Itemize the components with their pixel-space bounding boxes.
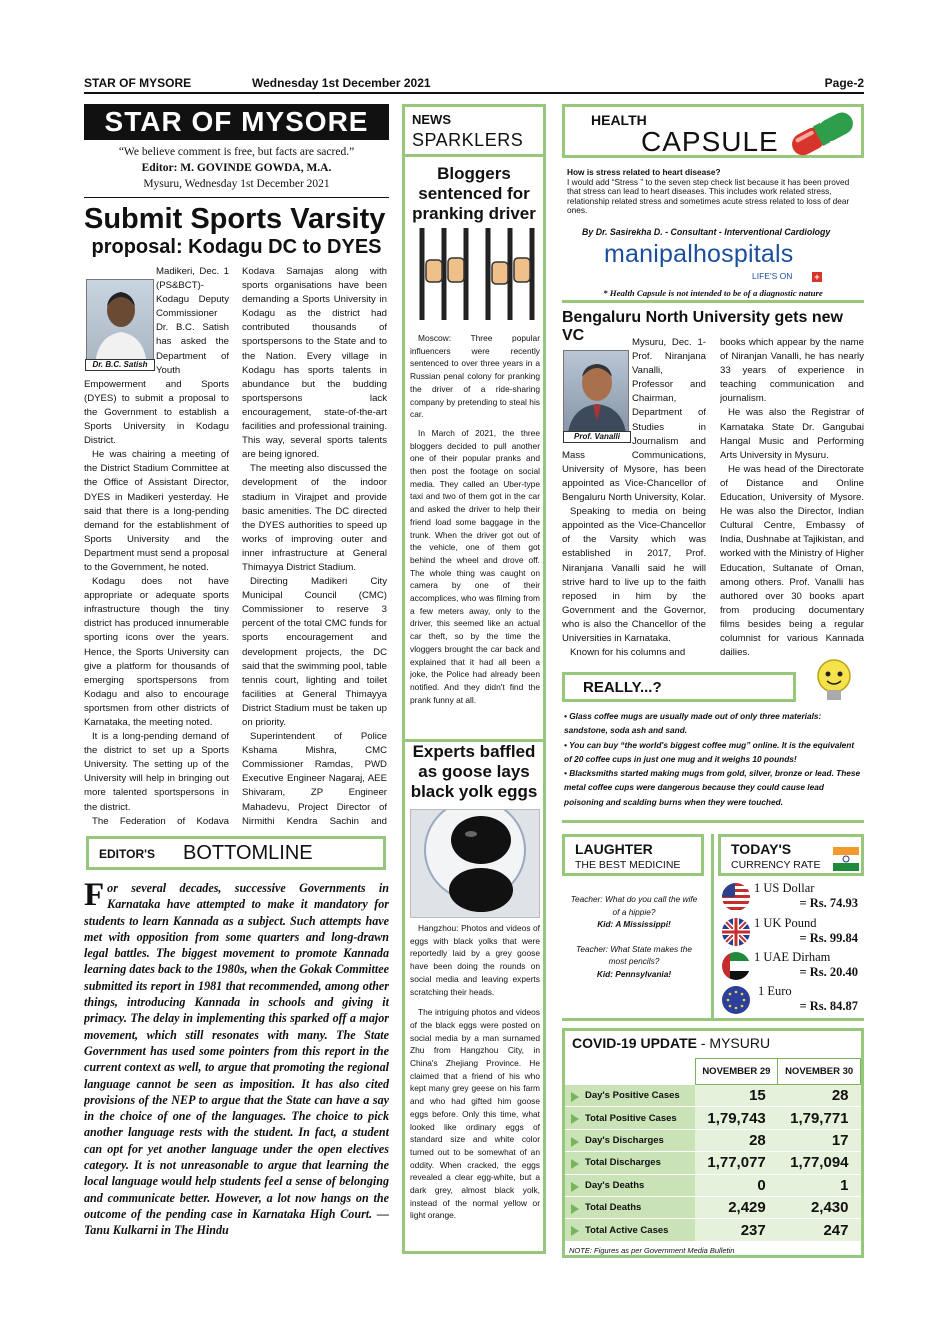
masthead-title: STAR OF MYSORE — [84, 104, 389, 140]
vc-para: He was head of the Directorate of Distance and Online Education, University of Mysore. He was also the Director, Indian Cultural Centre, Embassy of India, Dushnabe at Tajikistan, and worked with the Ministry of Higher Education, Sultanate of Oman, among others. Prof. Vanalli has authored over 30 books apart from producing documentary films besides being a regular columnist for various Kannada dailies. — [720, 463, 864, 658]
story2-para: Hangzhou: Photos and videos of eggs with black yolks that were reportedly laid by a grey goose have been doing the rounds on social media and leaving experts scratching their heads. — [410, 923, 540, 997]
jokes — [568, 893, 700, 981]
joke-question: Teacher: What do you call the wife of a hippie? — [570, 894, 698, 917]
prison-bars-illustration — [410, 228, 540, 320]
laughter-label-bold: LAUGHTER — [575, 841, 653, 857]
masthead-info — [84, 144, 389, 192]
editorial-label-bold: EDITOR'S — [99, 847, 155, 861]
health-label-box — [562, 104, 864, 158]
black-egg-yolk-icon — [411, 810, 539, 917]
eu-flag-icon — [722, 986, 750, 1014]
lead-para: He was chairing a meeting of the District Stadium Committee at the Office of Assistant Director, DYES in Madikeri yesterday. He said that there is a long-pending demand for the establishment of Sports University and the Department must send a proposal to the Government, he noted. — [84, 449, 229, 573]
health-divider — [562, 300, 864, 303]
health-byline: By Dr. Sasirekha D. - Consultant - Interventional Cardiology — [582, 227, 831, 237]
news-label-light: SPARKLERS — [412, 130, 524, 150]
currency-label-bold: TODAY'S — [731, 841, 792, 857]
lead-para: The meeting also discussed the development of the indoor stadium in Virajpet and provide basic amenities. The DC directed the DYES authorities to speed up works of improving outer and inner infrastructure at General Thimayya District Stadium. — [242, 463, 387, 573]
currency-value: = Rs. 99.84 — [799, 931, 858, 945]
manipal-tagline: LIFE'S ON — [752, 271, 793, 281]
lead-para: Superintendent of Police Kshama Mishra, CMC Commissioner Ramdas, PWD Executive Engineer Nagaraj, AEE Shivaram, ZP Engineer Mahadevu, Project Director of Nirmithi Kendra Sachin and — [242, 731, 387, 827]
currency-value: = Rs. 74.93 — [799, 896, 858, 910]
vc-story-col1 — [562, 336, 706, 658]
editorial-text — [84, 880, 389, 1252]
health-label-bold: HEALTH — [591, 112, 647, 128]
editorial-label-light: BOTTOMLINE — [183, 842, 313, 864]
story1-body — [410, 332, 540, 737]
really-label-box — [562, 672, 796, 702]
divider — [84, 197, 389, 198]
currency-row-gbp — [720, 916, 864, 950]
arrow-icon — [571, 1137, 579, 1147]
currency-label-box — [718, 834, 864, 876]
lead-para: It is a long-pending demand of the district to set up a Sports University. The setting up of the University will help in bringing out more talented sportspersons in the district. — [84, 731, 229, 813]
vc-para: books which appear by the name of Niranjan Vanalli, he has nearly 33 years of experience in teaching communication and journalism. — [720, 337, 864, 405]
currency-label-light: CURRENCY RATE — [731, 859, 821, 871]
covid-label-bold: COVID-19 UPDATE — [572, 1035, 697, 1051]
lightbulb-icon — [812, 656, 856, 706]
table-row: Day's Deaths 0 1 — [565, 1174, 861, 1196]
lead-headline: Submit Sports Varsity — [84, 203, 386, 235]
jail-bars-icon — [410, 228, 540, 320]
currency-value: = Rs. 20.40 — [799, 965, 858, 979]
arrow-icon — [571, 1182, 579, 1192]
photo-spacer — [562, 336, 632, 446]
laughter-label-light: THE BEST MEDICINE — [575, 859, 681, 871]
manipal-logo-text: manipalhospitals — [604, 240, 794, 268]
photo-spacer — [84, 265, 156, 373]
lead-story-col1 — [84, 265, 229, 827]
joke-answer: Kid: A Mississippi! — [597, 919, 671, 930]
vc-para: Known for his columns and — [570, 647, 686, 658]
currency-row-usd — [720, 881, 864, 915]
editorial-label-box — [86, 836, 386, 870]
health-qa — [567, 168, 862, 216]
editorial-body: or several decades, successive Governments in Karnataka have attempted to make it mandatory for students to learn Kannada as a subject. Such attempts have met with opposition from some quarters and long-drawn legal battles. The biggest movement to promote Kannada learning dates back to the 1980s, when the Gokak Committee submitted its report in 1981 that recommended, among other things, introducing Kannada in schools and giving it primacy. The delay in implementing this sparked off a major movement, which still resonates with many. The State Government has used some pointers from this report in the current context as well, to argue that promoting the regional language cannot be seen as imposition. It has also cited provisions of the NEP to argue that the State can have a say in the choice of one of the languages. The choice to pick another language rests with the student. In fact, a student can opt for yet another language under the open electives category. It is not unreasonable to argue that learning the local language would help students feel a sense of belonging and communicate better. However, a lot now hangs on the outcome of the pending case in Karnataka High Court. — Tanu Kulkarni in The Hindu — [84, 881, 389, 1238]
covid-table — [565, 1058, 861, 1242]
arrow-icon — [571, 1159, 579, 1169]
table-row: Total Positive Cases 1,79,743 1,79,771 — [565, 1107, 861, 1129]
story1-para: In March of 2021, the three bloggers decided to pull another one of their popular pranks and then post the footage on social media. They called an Uber-type taxi and two of them got in the car and asked the driver to help their friend load some baggage in the trunk. When the driver got out of the vehicle, one of them got behind the wheel and drove off. The whole thing was caught on camera by one of their accomplices, who was filming from a few meters away, only to the driver, this seemed like an actual car theft, so by the time the vloggers brought the car back and explained that it had all been a joke, the Police had already been notified. And they didn't find the prank funny at all. — [410, 427, 540, 705]
currency-name: 1 UAE Dirham — [754, 950, 831, 964]
capsule-pill-icon — [781, 109, 863, 157]
story2-headline: Experts baffled as goose lays black yolk eggs — [410, 742, 538, 801]
vc-para: Speaking to media on being appointed as the Vice-Chancellor of the Varsity which was established in 2017, Prof. Niranjana Vanalli said he will strive hard to live up to the faith reposed in him by the Government and the Governor, who is also the Chancellor of the Universities in Karnataka. — [562, 506, 706, 644]
uae-flag-icon — [722, 952, 750, 980]
col-header-nov29: NOVEMBER 29 — [695, 1059, 778, 1085]
vc-para: He was also the Registrar of Karnataka State Dr. Gangubai Hangal Music and Performing Arts University in Mysuru. — [720, 407, 864, 461]
table-row: Total Active Cases 237 247 — [565, 1219, 861, 1241]
lead-subhead: proposal: Kodagu DC to DYES — [91, 236, 382, 258]
vc-intro: Mysuru, Dec. 1- Prof. Niranjana Vanalli, Professor and Chairman, Department of Studies in Journalism and Mass Communications, University of Mysore, has been appointed as Vice-Chancellor of Bengaluru North University, Kolar. — [562, 337, 706, 504]
really-item: • Blacksmiths started making mugs from gold, silver, bronze or lead. These metal coffee cups were dangerous because they could cause lead poisoning and scalding burns when they were touched. — [564, 768, 861, 807]
currency-row-eur — [720, 984, 864, 1018]
table-row: Total Discharges 1,77,077 1,77,094 — [565, 1152, 861, 1174]
usa-flag-icon — [722, 883, 750, 911]
table-header-row — [565, 1059, 861, 1085]
covid-table-wrap — [565, 1058, 861, 1255]
uk-flag-icon — [722, 918, 750, 946]
lead-intro: Madikeri, Dec. 1 (PS&BCT)- Kodagu Deputy Commissioner Dr. B.C. Satish has asked the Department of Youth Empowerment and Sports (DYES) to submit a proposal to the Government to establish a Sports University in Kodagu District. — [84, 266, 229, 447]
masthead-motto: “We believe comment is free, but facts are sacred.” — [118, 146, 355, 158]
joke-answer: Kid: Pennsylvania! — [596, 968, 672, 979]
header-date: Wednesday 1st December 2021 — [252, 76, 431, 90]
masthead-editor: Editor: M. GOVINDE GOWDA, M.A. — [141, 162, 332, 174]
table-row: Total Deaths 2,429 2,430 — [565, 1196, 861, 1218]
really-item: • Glass coffee mugs are usually made out of only three materials: sandstone, soda ash and sand. — [564, 711, 822, 736]
col-header-nov30: NOVEMBER 30 — [778, 1059, 861, 1085]
covid-label-light: - MYSURU — [700, 1035, 771, 1051]
joke-question: Teacher: What State makes the most pencils? — [576, 943, 692, 967]
vc-photo-caption: Prof. Vanalli — [563, 431, 631, 443]
covid-note: NOTE: Figures as per Government Media Bulletin — [569, 1245, 735, 1255]
arrow-icon — [571, 1226, 579, 1236]
table-row: Day's Discharges 28 17 — [565, 1129, 861, 1151]
dc-photo-caption: Dr. B.C. Satish — [85, 359, 155, 371]
masthead-dateline: Mysuru, Wednesday 1st December 2021 — [143, 178, 330, 190]
health-question: How is stress related to heart disease? — [567, 167, 721, 177]
editorial-dropcap: F — [84, 880, 105, 913]
lead-story-col2 — [242, 265, 387, 827]
story2-body — [410, 922, 540, 1252]
story2-para: The intriguing photos and videos of the black eggs were posted on social media by a man surnamed Zhu from Hangzhou City, in China's Zhejiang Province. He claimed that a friend of his who kept many grey geese on his farm and who had gifted him goose eggs before. Only this time, what looked like ordinary eggs of standard size and white color turned out to be somewhat of an oddity. When cracked, the eggs revealed a clear egg-white, but a dark grey, almost black yolk, instead of the normal yellow or light orange. — [410, 1007, 540, 1221]
health-answer: I would add “Stress ” to the seven step check list because it has been proved that stress can lead to heart diseases. This includes work related stress, relationship related stress and sometimes acute stress related to loss of dear ones. — [567, 176, 850, 216]
black-eggs-photo — [410, 809, 540, 918]
arrow-icon — [571, 1092, 579, 1102]
page-header — [84, 76, 864, 94]
currency-name: 1 UK Pound — [754, 916, 817, 930]
lead-para: Kodagu does not have appropriate or adequate sports infrastructure though the tiny district has produced innumerable sporting icons over the years. Hence, the Sports University can give a platform for thousands of emerging sportspersons from Kodagu and also to encourage sportsmen from other districts of Karnataka, the meeting noted. — [84, 576, 229, 728]
covid-top-divider — [562, 1018, 864, 1021]
header-paper-name: STAR OF MYSORE — [84, 76, 192, 90]
page-number: Page-2 — [824, 76, 864, 90]
vc-story-col2 — [720, 336, 864, 658]
laughter-label-box — [562, 834, 704, 876]
currency-value: = Rs. 84.87 — [799, 999, 858, 1013]
currency-name: 1 US Dollar — [754, 881, 815, 895]
india-flag-icon — [833, 847, 859, 871]
lead-para: Kodava Samajas along with sports organisations have been demanding a Sports University in Kodagu as the district had contributed thousands of sportspersons to the State and to the Nation. Every village in Kodagu has sports talents in abundance but the budding sportspersons lack encouragement, state-of-the-art facilities and professional training. This way, several sports talents are being ignored. — [242, 266, 387, 461]
currency-row-aed — [720, 950, 864, 984]
really-facts — [564, 709, 864, 809]
news-divider — [405, 154, 543, 157]
covid-title — [572, 1035, 770, 1051]
health-disclaimer: * Health Capsule is not intended to be of a diagnostic nature — [603, 288, 823, 298]
really-divider — [562, 820, 864, 823]
lead-para: The Federation of Kodava — [92, 815, 229, 827]
really-label: REALLY...? — [583, 679, 662, 696]
news-label-bold: NEWS — [412, 112, 451, 127]
vc-headline: Bengaluru North University gets new VC — [562, 309, 843, 344]
arrow-icon — [571, 1204, 579, 1214]
table-row: Day's Positive Cases 15 28 — [565, 1085, 861, 1107]
medical-cross-icon: + — [812, 272, 822, 282]
lead-para: Directing Madikeri City Municipal Council (CMC) Commissioner to reserve 3 percent of the total CMC funds for sports encouragement and development projects, the DC said that the swimming pool, table tennis court, lighting and toilet facilities at General Thimayya District Stadium must be taken up on priority. — [242, 576, 387, 728]
arrow-icon — [571, 1114, 579, 1124]
currency-name: 1 Euro — [758, 984, 792, 998]
really-item: • You can buy “the world's biggest coffee mug” online. It is the equivalent of 20 coffee cups in just one mug and it weighs 10 pounds! — [564, 739, 855, 764]
story1-headline: Bloggers sentenced for pranking driver — [412, 164, 536, 223]
health-label-light: CAPSULE — [641, 126, 779, 157]
vertical-divider — [711, 834, 714, 1018]
story1-para: Moscow: Three popular influencers were recently sentenced to over three years in a Russian penal colony for pranking the driver of a ride-sharing company by pretending to steal his car. — [410, 333, 540, 420]
